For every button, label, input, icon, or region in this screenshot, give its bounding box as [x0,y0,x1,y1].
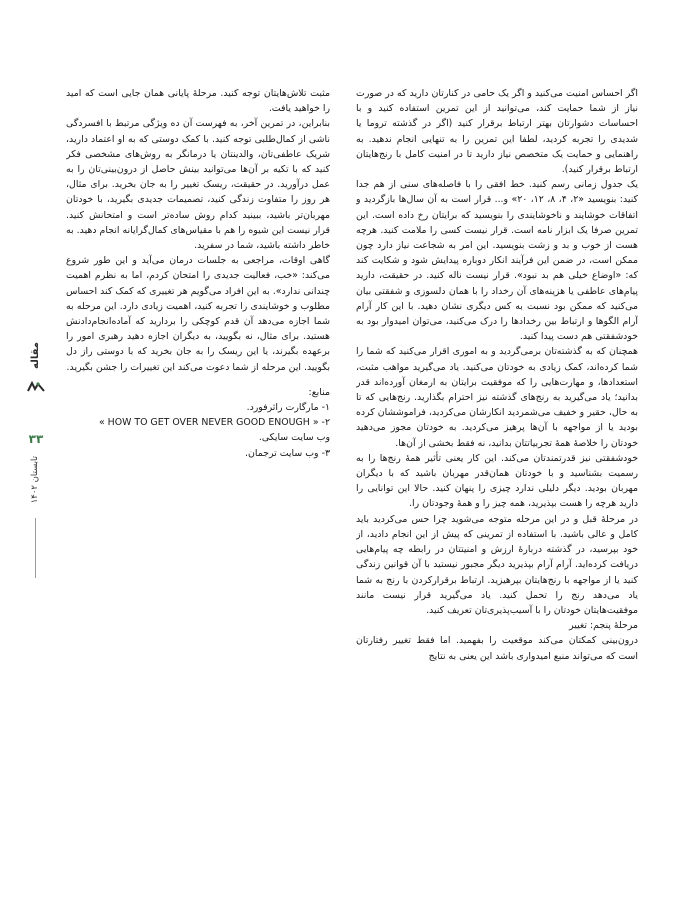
section-name: مقاله [30,342,41,369]
paragraph: گاهی اوقات، مراجعی به جلسات درمان می‌آید و این طور شروع می‌کند: «خب، فعالیت جدیدی را امتحان کردم، اما به نظرم اهمیت چندانی ندارد». به این افراد می‌گویم هر تغییری که کمک کند احساس مطلوب و خوشایندی را تجربه کنید، اهمیت زیادی دارد. این مرحله به شما اجازه می‌دهد آن قدم کوچکی را بردارید که آماده‌انجام‌دادنش هستید. برای مثال، نه بگویید، به دیگران اجازه دهید رهبری امور را برعهده بگیرند، یا این ریسک را به جان بخرید که با دوستی راز دل بگویید. این مرحله از شما دعوت می‌کند این تغییرات را جشن بگیرید. [66,255,330,373]
source-item: ۲- « HOW TO GET OVER NEVER GOOD ENOUGH » [98,417,330,429]
right-column [356,86,638,866]
paragraph: همچنان که به گذشته‌تان برمی‌گردید و به اموری اقرار می‌کنید که شما را شما کرده‌اند، کمک زیادی به خودتان می‌کنید. یاد می‌گیرید مواهب مثبت، استعدادها، و مهارت‌هایی را که موفقیت برایتان به ارمغان آورده‌اند قدر بدانید؛ یاد می‌گیرید به رنج‌های گذشته نیز احترام بگذارید. رنج‌هایی که تا به حال، حقیر و خفیف می‌شمردید انکارشان می‌کردید، فراموششان کرده بودید یا از مواجهه با آن‌ها پرهیز می‌کردید. به خودتان مجوز می‌دهید خودتان را خلاصهٔ همهٔ تجربیاتتان بدانید، نه فقط بخشی از آن‌ها. [356,346,638,449]
source-item: ۱- مارگارت راثرفورد. [246,402,330,414]
sources [66,385,330,461]
paragraph: یک جدول زمانی رسم کنید. خط افقی را با فاصله‌های سنی از هم جدا کنید: بنویسید «۲، ۴، ۸، ۱۲، ۲۰» و... قرار است به آن سال‌ها بازگردید و اتفاقات خوشایند و ناخوشایندی را بنویسید که برایتان رخ داده است. این تمرین صرفا یک ابزار نامه است. قرار نیست کسی را ملامت کنید. هرچه هست از خوب و بد و زشت بنویسید. این امر به شجاعت نیاز دارد چون ممکن است، در ضمن این فرآیند انکار دوباره پیدایش شود و شکایت کند که: «اوضاع خیلی هم بد نبود». قرار نیست ناله کنید. در حقیقت، دارید پیام‌های عاطفی یا هزینه‌های آن رخداد را با همان دلسوزی و شفقتی بیان می‌کنید که ممکن بود نسبت به کس دیگری نشان دهید. با این کار آرام آرام الگوها و ارتباط بین رخدادها را درک می‌کنید، می‌توان امیدوار بود به خودشفقتی هم دست پیدا کنید. [356,179,638,343]
section-label [22,340,50,398]
magazine-logo-icon [26,380,46,394]
paragraph: مثبت تلاش‌هایتان توجه کنید. مرحلهٔ پایانی همان جایی است که امید را خواهید یافت. [66,88,330,115]
left-column [66,86,330,556]
paragraph: درون‌بینی کمکتان می‌کند موقعیت را بفهمید. اما فقط تغییر رفتارتان است که می‌تواند منبع امیدواری باشد این یعنی به نتایج [356,635,638,662]
paragraph: در مرحلهٔ قبل و در این مرحله متوجه می‌شوید چرا حس می‌کردید باید کامل و عالی باشید. با استفاده از تمرینی که پیش از این انجام دادید، از خود بپرسید، در گذشته دربارهٔ ارزش و امنیتتان در رابطه چه پیام‌هایی دریافت کرده‌اید. آرام آرام بپذیرید دیگر مجبور نیستید با آن قوانین زندگی کنید یا از مواجهه با رنج‌هایتان بپرهیزید. ارتباط برقرارکردن با رنج به شما یاد می‌دهد رنج را تحمل کنید. یاد می‌گیرید قرار نیست مانند موفقیت‌هایتان خودتان را با آسیب‌پذیری‌تان تعریف کنید. [356,513,638,616]
paragraph: خودشفقتی نیز قدرتمندتان می‌کند. این کار یعنی تأثیر همهٔ رنج‌ها را به رسمیت بشناسید و با خودتان همان‌قدر مهربان باشید که با دیگران مهربان بودید. دیگر دلیلی ندارد چیزی را پنهان کنید. حالا این توانایی را دارید هرچه را هست بپذیرید، همه چیز را و همهٔ وجودتان را. [356,452,638,510]
page-number: ۳۳ [28,432,44,446]
section-heading: مرحلهٔ پنجم: تغییر [569,620,638,632]
source-item: ۳- وب سایت ترجمان. [245,447,330,459]
paragraph: بنابراین، در تمرین آخر، به فهرست آن ده ویژگی مرتبط با افسردگی ناشی از کمال‌طلبی توجه کنید. با کمک دوستی که به او اعتماد دارید، شریک عاطفی‌تان، والدینتان یا درمانگر به روش‌های مشخصی فکر کنید که با تکیه بر آن‌ها می‌توانید بینش حاصل از درون‌بینی‌تان را به عمل درآورید. در حقیقت، ریسک تغییر را به جان بخرید. برای مثال، هر روز را متفاوت زندگی کنید، تصمیمات جدیدی بگیرید، با خودتان مهربان‌تر باشید، ببینید کدام روش ساده‌تر است و امتحانش کنید. قرار نیست این شیوه را هم با مقیاس‌های کمال‌گرایانه انجام دهید. به خاطر داشته باشید، شما در سفرید. [66,118,330,252]
issue-season: تابستان ۱۴۰۲ [30,456,40,504]
divider [35,518,36,578]
paragraph: اگر احساس امنیت می‌کنید و اگر یک حامی در کنارتان دارید که در صورت نیاز از شما حمایت کند، می‌توانید از این تمرین استفاده کنید و با احساسات دشوارتان بهتر ارتباط برقرار کنید (اگر در گذشته تروما یا شدیدی را تجربه کردید، لطفا این تمرین را به تنهایی انجام ندهید. به راهنمایی و حمایت یک متخصص نیاز دارید تا در امنیت کامل با رنج‌هایتان ارتباط برقرار کنید). [356,88,638,176]
sources-heading: منابع: [308,386,330,398]
page-sidebar [22,340,50,580]
source-item: وب سایت سایکی. [258,432,330,444]
